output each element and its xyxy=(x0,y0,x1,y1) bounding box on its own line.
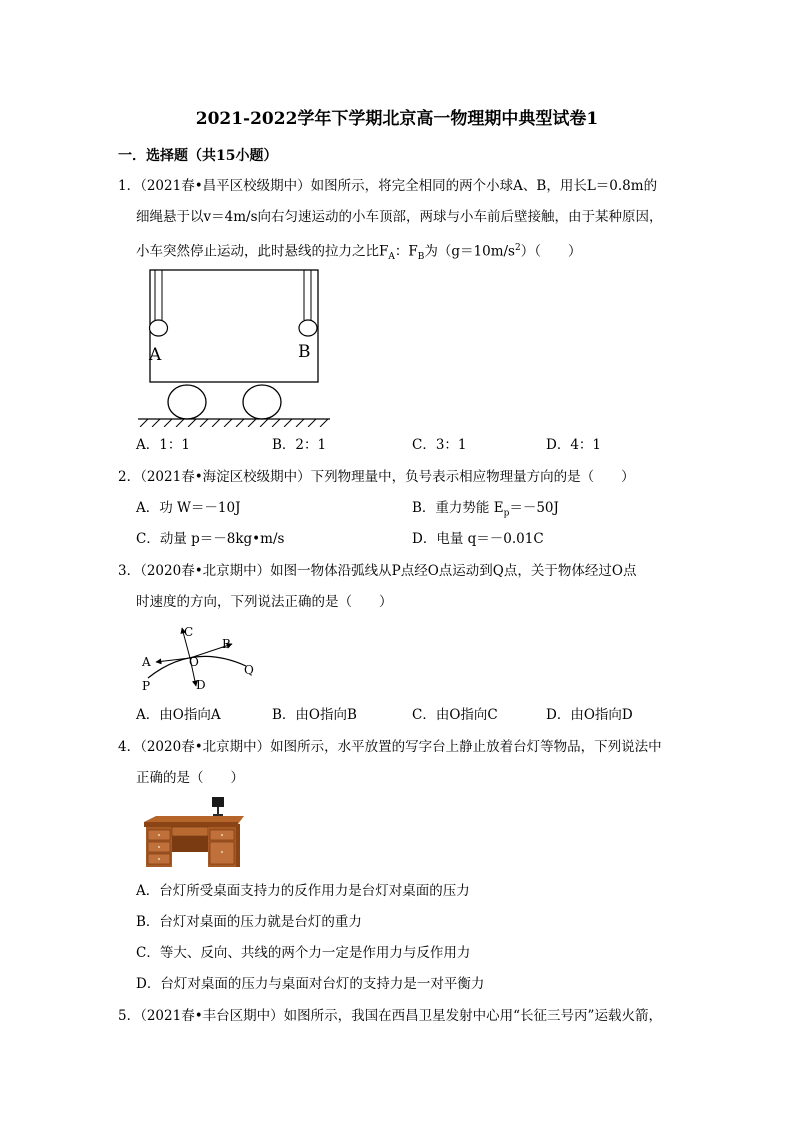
wheel-right xyxy=(243,385,281,419)
svg-text:O: O xyxy=(189,655,199,669)
q4-option-b: B．台灯对桌面的压力就是台灯的重力 xyxy=(136,914,362,930)
q4-option-c: C．等大、反向、共线的两个力一定是作用力与反作用力 xyxy=(136,945,471,961)
q2-option-b: B．重力势能 $E_p=-50J$ xyxy=(412,500,559,519)
q2-option-c: C．动量 p＝－8kg•m/s xyxy=(136,531,285,547)
label-b: B xyxy=(298,342,311,362)
q1-option-c: C．3：1 xyxy=(412,437,467,453)
cart-body xyxy=(150,270,318,382)
svg-text:D: D xyxy=(196,678,206,692)
q1-line2: 细绳悬于以v＝4m/s向右匀速运动的小车顶部，两球与小车前后壁接触，由于某种原因， xyxy=(136,209,663,225)
q4-desk-figure xyxy=(140,796,246,870)
q1-cart-figure xyxy=(130,262,340,427)
svg-text:C: C xyxy=(184,625,194,639)
q4-line2: 正确的是（ ） xyxy=(136,770,244,786)
svg-text:P: P xyxy=(142,679,151,693)
q3-option-a: A．由O指向A xyxy=(136,707,221,723)
q5-line1: 5．（2021春•丰台区期中）如图所示，我国在西昌卫星发射中心用“长征三号丙”运载火箭， xyxy=(118,1008,662,1024)
q1-option-a: A．1：1 xyxy=(136,437,190,453)
svg-text:Q: Q xyxy=(244,663,254,677)
section-heading: 一．选择题（共15小题） xyxy=(118,148,278,164)
exam-title: 2021-2022学年下学期北京高一物理期中典型试卷1 xyxy=(195,109,599,129)
svg-text:A: A xyxy=(142,655,151,669)
q2-line1: 2．（2021春•海淀区校级期中）下列物理量中，负号表示相应物理量方向的是（ ） xyxy=(118,469,635,485)
q1-line3: 小车突然停止运动，此时悬线的拉力之比$F_A$：$F_B$为$(g=10m/s^2)$（ ） xyxy=(136,243,582,263)
wheel-left xyxy=(168,385,206,419)
svg-text:B: B xyxy=(222,637,231,651)
arrow-a xyxy=(156,658,190,662)
q1-option-b: B．2：1 xyxy=(272,437,327,453)
label-a: A xyxy=(149,345,162,365)
q2-option-a: A．功 W＝－10J xyxy=(136,500,241,516)
q4-line1: 4．（2020春•北京期中）如图所示，水平放置的写字台上静止放着台灯等物品，下列说法中 xyxy=(118,739,662,755)
q3-option-d: D．由O指向D xyxy=(546,707,633,723)
q1-option-d: D．4：1 xyxy=(546,437,602,453)
ball-b xyxy=(299,320,317,336)
ball-a xyxy=(150,320,168,336)
q1-line1: 1．（2021春•昌平区校级期中）如图所示，将完全相同的两个小球A、B，用长L＝0.8m的 xyxy=(118,178,658,194)
q3-arc-figure xyxy=(138,620,268,695)
q2-option-d: D．电量 q＝－0.01C xyxy=(412,531,544,547)
q4-option-a: A．台灯所受桌面支持力的反作用力是台灯对桌面的压力 xyxy=(136,883,470,899)
q3-option-c: C．由O指向C xyxy=(412,707,498,723)
q3-line2: 时速度的方向，下列说法正确的是（ ） xyxy=(136,594,393,610)
q4-option-d: D．台灯对桌面的压力与桌面对台灯的支持力是一对平衡力 xyxy=(136,976,485,992)
q3-line1: 3．（2020春•北京期中）如图一物体沿弧线从P点经O点运动到Q点，关于物体经过O点 xyxy=(118,563,637,579)
q3-option-b: B．由O指向B xyxy=(272,707,357,723)
lamp-shade xyxy=(212,797,224,807)
